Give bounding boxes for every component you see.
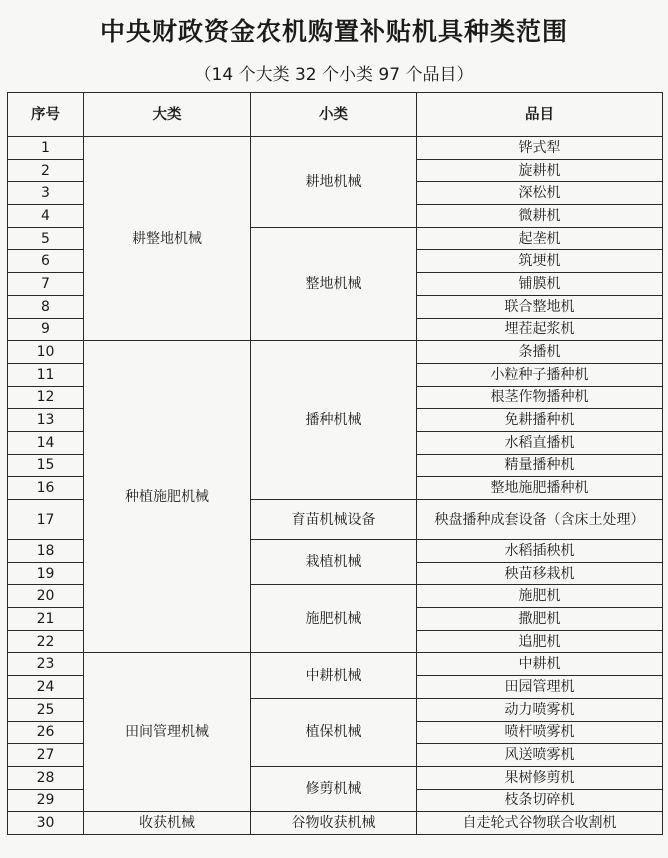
item-cell: 秧盘播种成套设备（含床土处理） bbox=[417, 500, 663, 540]
item-cell: 微耕机 bbox=[417, 205, 663, 228]
item-cell: 条播机 bbox=[417, 341, 663, 364]
item-cell: 施肥机 bbox=[417, 585, 663, 608]
header-major: 大类 bbox=[84, 93, 251, 137]
item-cell: 撒肥机 bbox=[417, 608, 663, 631]
minor-cell: 耕地机械 bbox=[251, 137, 417, 228]
seq-cell: 25 bbox=[8, 698, 84, 721]
seq-cell: 2 bbox=[8, 159, 84, 182]
item-cell: 风送喷雾机 bbox=[417, 744, 663, 767]
item-cell: 自走轮式谷物联合收割机 bbox=[417, 812, 663, 835]
item-cell: 田园管理机 bbox=[417, 676, 663, 699]
seq-cell: 1 bbox=[8, 137, 84, 160]
major-cell: 收获机械 bbox=[84, 812, 251, 835]
seq-cell: 26 bbox=[8, 721, 84, 744]
item-cell: 旋耕机 bbox=[417, 159, 663, 182]
seq-cell: 14 bbox=[8, 431, 84, 454]
item-cell: 铺膜机 bbox=[417, 273, 663, 296]
seq-cell: 3 bbox=[8, 182, 84, 205]
item-cell: 喷杆喷雾机 bbox=[417, 721, 663, 744]
minor-cell: 中耕机械 bbox=[251, 653, 417, 698]
item-cell: 整地施肥播种机 bbox=[417, 477, 663, 500]
header-seq: 序号 bbox=[8, 93, 84, 137]
seq-cell: 9 bbox=[8, 318, 84, 341]
seq-cell: 12 bbox=[8, 386, 84, 409]
table-row bbox=[8, 653, 663, 676]
minor-cell: 植保机械 bbox=[251, 698, 417, 766]
minor-cell: 整地机械 bbox=[251, 227, 417, 340]
major-cell: 田间管理机械 bbox=[84, 653, 251, 812]
item-cell: 筑埂机 bbox=[417, 250, 663, 273]
seq-cell: 16 bbox=[8, 477, 84, 500]
seq-cell: 19 bbox=[8, 562, 84, 585]
item-cell: 免耕播种机 bbox=[417, 409, 663, 432]
seq-cell: 15 bbox=[8, 454, 84, 477]
item-cell: 中耕机 bbox=[417, 653, 663, 676]
table-row bbox=[8, 137, 663, 160]
item-cell: 果树修剪机 bbox=[417, 766, 663, 789]
table-row bbox=[8, 812, 663, 835]
seq-cell: 13 bbox=[8, 409, 84, 432]
page-title: 中央财政资金农机购置补贴机具种类范围 bbox=[99, 17, 568, 46]
seq-cell: 18 bbox=[8, 540, 84, 563]
table-header-row bbox=[8, 93, 663, 137]
seq-cell: 24 bbox=[8, 676, 84, 699]
seq-cell: 8 bbox=[8, 295, 84, 318]
seq-cell: 4 bbox=[8, 205, 84, 228]
seq-cell: 28 bbox=[8, 766, 84, 789]
seq-cell: 29 bbox=[8, 789, 84, 812]
minor-cell: 施肥机械 bbox=[251, 585, 417, 653]
item-cell: 深松机 bbox=[417, 182, 663, 205]
minor-cell: 播种机械 bbox=[251, 341, 417, 500]
seq-cell: 27 bbox=[8, 744, 84, 767]
minor-cell: 谷物收获机械 bbox=[251, 812, 417, 835]
item-cell: 小粒种子播种机 bbox=[417, 363, 663, 386]
item-cell: 根茎作物播种机 bbox=[417, 386, 663, 409]
item-cell: 联合整地机 bbox=[417, 295, 663, 318]
seq-cell: 10 bbox=[8, 341, 84, 364]
item-cell: 水稻直播机 bbox=[417, 431, 663, 454]
item-cell: 起垄机 bbox=[417, 227, 663, 250]
header-item: 品目 bbox=[417, 93, 663, 137]
seq-cell: 17 bbox=[8, 500, 84, 540]
item-cell: 秧苗移栽机 bbox=[417, 562, 663, 585]
equipment-table bbox=[7, 92, 663, 835]
seq-cell: 22 bbox=[8, 630, 84, 653]
seq-cell: 30 bbox=[8, 812, 84, 835]
seq-cell: 23 bbox=[8, 653, 84, 676]
page-subtitle: （14 个大类 32 个小类 97 个品目） bbox=[194, 65, 474, 85]
seq-cell: 5 bbox=[8, 227, 84, 250]
seq-cell: 11 bbox=[8, 363, 84, 386]
major-cell: 种植施肥机械 bbox=[84, 341, 251, 653]
minor-cell: 育苗机械设备 bbox=[251, 500, 417, 540]
minor-cell: 栽植机械 bbox=[251, 540, 417, 585]
major-cell: 耕整地机械 bbox=[84, 137, 251, 341]
seq-cell: 21 bbox=[8, 608, 84, 631]
table-row bbox=[8, 341, 663, 364]
header-minor: 小类 bbox=[251, 93, 417, 137]
item-cell: 追肥机 bbox=[417, 630, 663, 653]
item-cell: 铧式犁 bbox=[417, 137, 663, 160]
minor-cell: 修剪机械 bbox=[251, 766, 417, 811]
seq-cell: 20 bbox=[8, 585, 84, 608]
item-cell: 动力喷雾机 bbox=[417, 698, 663, 721]
seq-cell: 6 bbox=[8, 250, 84, 273]
item-cell: 水稻插秧机 bbox=[417, 540, 663, 563]
item-cell: 精量播种机 bbox=[417, 454, 663, 477]
item-cell: 枝条切碎机 bbox=[417, 789, 663, 812]
item-cell: 埋茬起浆机 bbox=[417, 318, 663, 341]
seq-cell: 7 bbox=[8, 273, 84, 296]
